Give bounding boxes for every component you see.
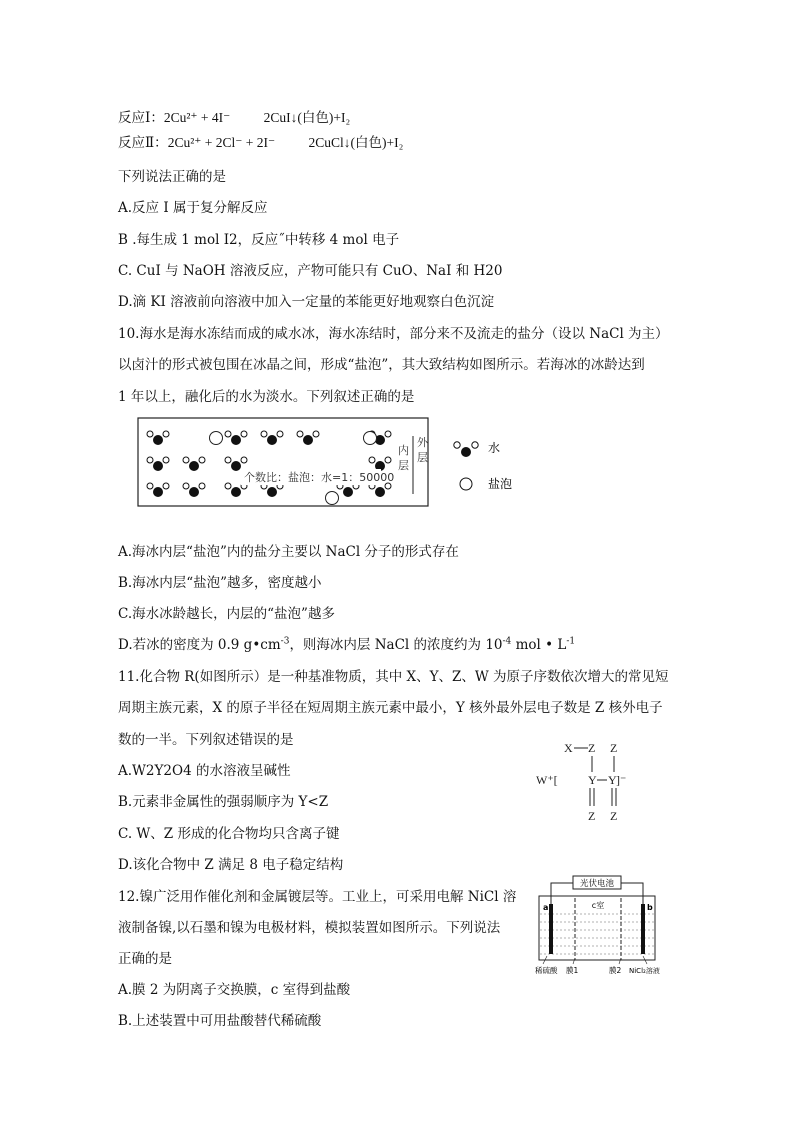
water-molecule [183,483,205,497]
q10-stem-line1: 10.海水是海水冻结而成的咸水冰，海水冻结时，部分来不及流走的盐分（设以 NaCl 为主） [118,326,669,342]
electrolysis-apparatus [533,874,663,978]
ratio-text: 个数比：盐泡：水=1：50000 [244,471,395,484]
inner-layer-label-1: 内 [398,444,409,457]
compound-r-structure [536,738,656,826]
water-molecule [225,457,247,471]
water-molecule [261,483,283,497]
water-molecule [183,457,205,471]
q11-option-d: D.该化合物中 Z 满足 8 电子稳定结构 [118,857,344,873]
water-molecule [369,483,391,497]
q12-option-a: A.膜 2 为阴离子交换膜，c 室得到盐酸 [118,982,351,998]
legend-water-label: 水 [488,441,501,455]
q9-option-a: A.反应 I 属于复分解反应 [118,200,268,216]
atom-z-bottom-right: Z [610,809,618,823]
outer-layer-label-2: 层 [417,451,428,464]
atom-y-right: Y [608,773,617,787]
q10-option-d: D.若冰的密度为 0.9 $g•cm^{-3}$，则海冰内层 NaCl 的浓度约为 $10^{-4}$ mol • $L^{-1}$ [118,636,576,653]
q12-stem-line2: 液制备镍,以石墨和镍为电极材料，模拟装置如图所示。下列说法 [118,920,501,936]
q9-option-b: B .每生成 1 mol I2，反应˝中转移 4 mol 电子 [118,232,400,248]
outer-layer-label-1: 外 [417,436,428,449]
cation-w: W⁺[ [536,773,558,787]
anion-bracket: ]⁻ [616,773,627,787]
legend-salt-label: 盐泡 [488,477,513,491]
q11-stem-line1: 11.化合物 R(如图所示）是一种基准物质，其中 X、Y、Z、W 为原子序数依次增大的常见短 [118,669,669,685]
legend-salt-icon [460,478,472,490]
q9-option-c: C. CuI 与 NaOH 溶液反应，产物可能只有 CuO、NaI 和 H20 [118,263,503,279]
water-molecule [147,431,169,445]
water-molecule [297,431,319,445]
q12-option-b: B.上述装置中可用盐酸替代稀硫酸 [118,1013,322,1029]
water-molecule [225,483,247,497]
q12-stem-line1: 12.镍广泛用作催化剂和金属镀层等。工业上，可采用电解 NiCl 溶 [118,889,517,905]
electrode-a [549,904,553,954]
q10-option-a: A.海冰内层“盐泡”内的盐分主要以 NaCl 分子的形式存在 [118,544,459,560]
water-molecule [147,457,169,471]
q11-option-b: B.元素非金属性的强弱顺序为 Y<Z [118,794,329,810]
salt-bubble [364,432,377,445]
salt-bubble [210,432,223,445]
pv-battery-label: 光伏电池 [579,879,615,889]
water-molecule [225,431,247,445]
sea-ice-diagram [136,414,536,514]
electrode-b [641,904,645,954]
label-membrane-2: 膜2 [609,966,622,975]
atom-y-left: Y [588,773,597,787]
q11-option-c: C. W、Z 形成的化合物均只含离子键 [118,826,340,842]
electrode-a-label: a [543,903,549,912]
q11-stem-line2: 周期主族元素，X 的原子半径在短周期主族元素中最小，Y 核外最外层电子数是 Z 核外电子 [118,700,663,716]
water-molecule [337,483,359,497]
solution-level [540,914,654,954]
atom-z-top-left: Z [588,741,596,755]
q10-option-b: B.海冰内层“盐泡”越多，密度越小 [118,575,322,591]
inner-layer-label-2: 层 [398,459,409,472]
atom-z-top-right: Z [610,741,618,755]
label-membrane-1: 膜1 [566,966,579,975]
q11-stem-line3: 数的一半。下列叙述错误的是 [118,732,294,748]
q9-stem: 下列说法正确的是 [118,169,226,185]
atom-z-bottom-left: Z [588,809,596,823]
q9-option-d: D.滴 KI 溶液前向溶液中加入一定量的苯能更好地观察白色沉淀 [118,294,495,310]
legend-water-icon [454,442,478,457]
label-sulfuric-acid: 稀硫酸 [535,966,558,975]
water-molecule [147,483,169,497]
water-molecules [147,431,391,497]
atom-x: X [564,741,573,755]
q10-stem-line3: 1 年以上，融化后的水为淡水。下列叙述正确的是 [118,389,415,405]
water-molecule [369,457,391,471]
water-molecule [261,431,283,445]
reaction-1: 反应Ⅰ：2Cu²⁺ + 4I⁻ 2CuI↓(白色)+I₂ [118,110,351,125]
q11-option-a: A.W2Y2O4 的水溶液呈碱性 [118,763,291,779]
salt-bubble [326,492,339,505]
electrode-b-label: b [647,903,653,912]
q10-stem-line2: 以卤汁的形式被包围在冰晶之间，形成“盐泡”，其大致结构如图所示。若海冰的冰龄达到 [118,357,645,373]
q12-stem-line3: 正确的是 [118,951,172,967]
reaction-2: 反应Ⅱ：2Cu²⁺ + 2Cl⁻ + 2I⁻ 2CuCl↓(白色)+I₂ [118,135,404,150]
q10-option-c: C.海水冰龄越长，内层的“盐泡”越多 [118,606,335,622]
label-nicl2-solution: NiCl₂溶液 [629,967,660,975]
room-c-label: c室 [591,901,605,910]
